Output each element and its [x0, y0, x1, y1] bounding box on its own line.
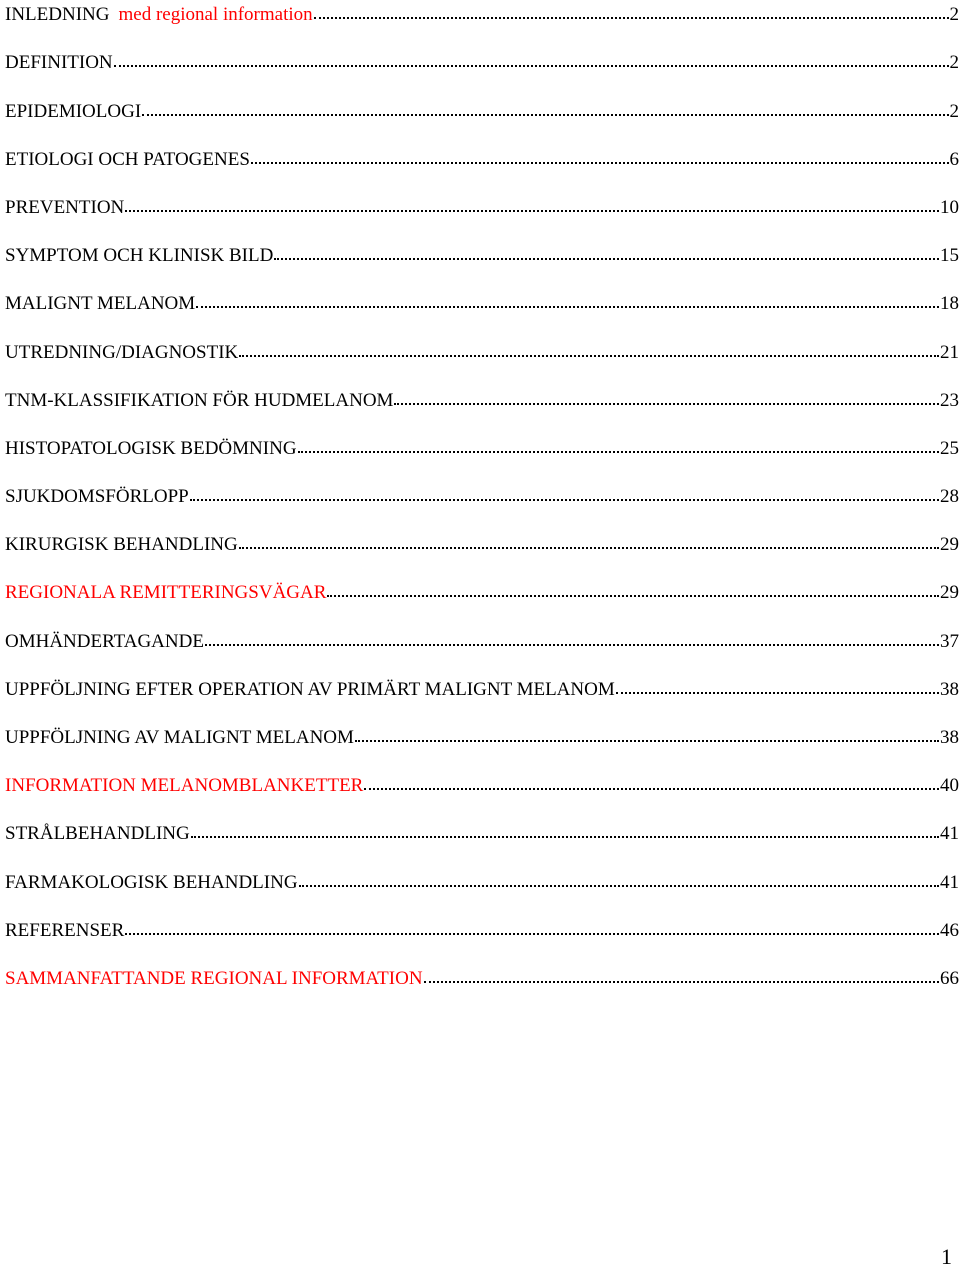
toc-entry-title: EPIDEMIOLOGI — [5, 100, 142, 122]
toc-entry-page: 2 — [949, 100, 959, 122]
toc-entry-title: STRÅLBEHANDLING — [5, 823, 190, 845]
toc-dot-leader — [191, 834, 939, 838]
toc-entry[interactable] — [5, 819, 959, 867]
toc-entry-title: REFERENSER — [5, 919, 125, 941]
toc-dot-leader — [616, 690, 939, 694]
toc-dot-leader — [142, 112, 948, 116]
toc-entry-title: OMHÄNDERTAGANDE — [5, 630, 204, 652]
toc-entry-title: INFORMATION MELANOMBLANKETTER — [5, 775, 364, 797]
toc-entry[interactable] — [5, 193, 959, 241]
toc-entry[interactable] — [5, 289, 959, 337]
toc-dot-leader — [190, 497, 939, 501]
toc-entry[interactable] — [5, 96, 959, 144]
toc-entry-page: 40 — [940, 775, 959, 797]
toc-dot-leader — [114, 63, 949, 67]
toc-entry-page: 41 — [940, 823, 959, 845]
toc-row — [5, 439, 959, 459]
toc-dot-leader — [125, 208, 939, 212]
toc-entry-page: 41 — [940, 871, 959, 893]
toc-entry-title: FARMAKOLOGISK BEHANDLING — [5, 871, 298, 893]
toc-row — [5, 294, 959, 314]
toc-entry-title: TNM-KLASSIFIKATION FÖR HUDMELANOM — [5, 389, 394, 411]
toc-entry[interactable] — [5, 434, 959, 482]
toc-entry-title: MALIGNT MELANOM — [5, 293, 196, 315]
toc-entry[interactable] — [5, 337, 959, 385]
toc-entry-page: 10 — [940, 196, 959, 218]
toc-dot-leader — [394, 401, 939, 405]
toc-entry[interactable] — [5, 723, 959, 771]
toc-entry-page: 37 — [940, 630, 959, 652]
toc-entry-page: 2 — [949, 52, 959, 74]
toc-entry-page: 6 — [949, 148, 959, 170]
toc-row — [5, 776, 959, 796]
toc-dot-leader — [424, 979, 939, 983]
toc-entry[interactable] — [5, 916, 959, 964]
toc-row — [5, 535, 959, 555]
toc-row — [5, 343, 959, 363]
toc-dot-leader — [205, 642, 939, 646]
toc-entry[interactable] — [5, 530, 959, 578]
toc-row — [5, 246, 959, 266]
toc-dot-leader — [239, 545, 939, 549]
toc-row — [5, 824, 959, 844]
toc-dot-leader — [298, 449, 939, 453]
toc-row — [5, 632, 959, 652]
toc-entry[interactable] — [5, 482, 959, 530]
toc-entry[interactable] — [5, 578, 959, 626]
toc-dot-leader — [327, 593, 939, 597]
toc-entry-page: 25 — [940, 437, 959, 459]
toc-entry-page: 38 — [940, 678, 959, 700]
toc-entry-page: 29 — [940, 582, 959, 604]
toc-entry[interactable] — [5, 241, 959, 289]
toc-entry[interactable] — [5, 626, 959, 674]
toc-entry-suffix: med regional information — [118, 4, 313, 26]
toc-row — [5, 150, 959, 170]
toc-row — [5, 102, 959, 122]
toc-dot-leader — [239, 353, 939, 357]
toc-dot-leader — [125, 931, 939, 935]
toc-entry-page: 29 — [940, 534, 959, 556]
toc-entry-page: 66 — [940, 967, 959, 989]
toc-entry-title: UTREDNING/DIAGNOSTIK — [5, 341, 239, 363]
toc-row — [5, 873, 959, 893]
toc-entry-title: PREVENTION — [5, 196, 125, 218]
toc-entry-title: SYMPTOM OCH KLINISK BILD — [5, 245, 274, 267]
toc-entry-title: INLEDNING — [5, 4, 110, 26]
toc-entry-page: 15 — [940, 245, 959, 267]
toc-entry-page: 38 — [940, 727, 959, 748]
toc-entry-page: 23 — [940, 389, 959, 411]
toc-entry-title: REGIONALA REMITTERINGSVÄGAR — [5, 582, 327, 604]
toc-row — [5, 5, 959, 25]
toc-row — [5, 487, 959, 507]
toc-entry[interactable] — [5, 0, 959, 48]
toc-entry-page: 21 — [940, 341, 959, 363]
toc-entry-title: SJUKDOMSFÖRLOPP — [5, 486, 189, 508]
toc-dot-leader — [196, 304, 939, 308]
page-number: 1 — [941, 1244, 952, 1269]
toc-entry[interactable] — [5, 145, 959, 193]
toc-entry[interactable] — [5, 867, 959, 915]
toc-dot-leader — [364, 786, 939, 790]
toc-row — [5, 921, 959, 941]
toc-entry-title: ETIOLOGI OCH PATOGENES — [5, 148, 250, 170]
toc-entry-page: 28 — [940, 486, 959, 508]
toc-entry[interactable] — [5, 771, 959, 819]
toc-entry[interactable] — [5, 48, 959, 96]
toc-row — [5, 53, 959, 73]
toc-row — [5, 969, 959, 989]
toc-entry-page: 2 — [949, 4, 959, 26]
toc-row — [5, 198, 959, 218]
toc-entry-page: 18 — [940, 293, 959, 315]
toc-row — [5, 391, 959, 411]
toc-dot-leader — [274, 256, 939, 260]
toc-dot-leader — [355, 738, 939, 742]
toc-row — [5, 728, 959, 748]
toc-entry[interactable] — [5, 386, 959, 434]
toc-dot-leader — [299, 883, 939, 887]
toc-entry-title: KIRURGISK BEHANDLING — [5, 534, 238, 556]
toc-entry-page: 46 — [940, 919, 959, 941]
table-of-contents — [5, 0, 959, 1012]
toc-entry-title: UPPFÖLJNING AV MALIGNT MELANOM — [5, 727, 354, 748]
toc-dot-leader — [251, 160, 949, 164]
toc-entry-title: SAMMANFATTANDE REGIONAL INFORMATION — [5, 967, 423, 989]
toc-entry-title: UPPFÖLJNING EFTER OPERATION AV PRIMÄRT MALIGNT MELANOM — [5, 678, 615, 700]
toc-entry-title: HISTOPATOLOGISK BEDÖMNING — [5, 437, 297, 459]
toc-entry-title: DEFINITION — [5, 52, 113, 74]
toc-dot-leader — [314, 15, 949, 19]
toc-row — [5, 680, 959, 700]
toc-entry[interactable] — [5, 964, 959, 1012]
toc-row — [5, 583, 959, 603]
toc-entry[interactable] — [5, 675, 959, 723]
